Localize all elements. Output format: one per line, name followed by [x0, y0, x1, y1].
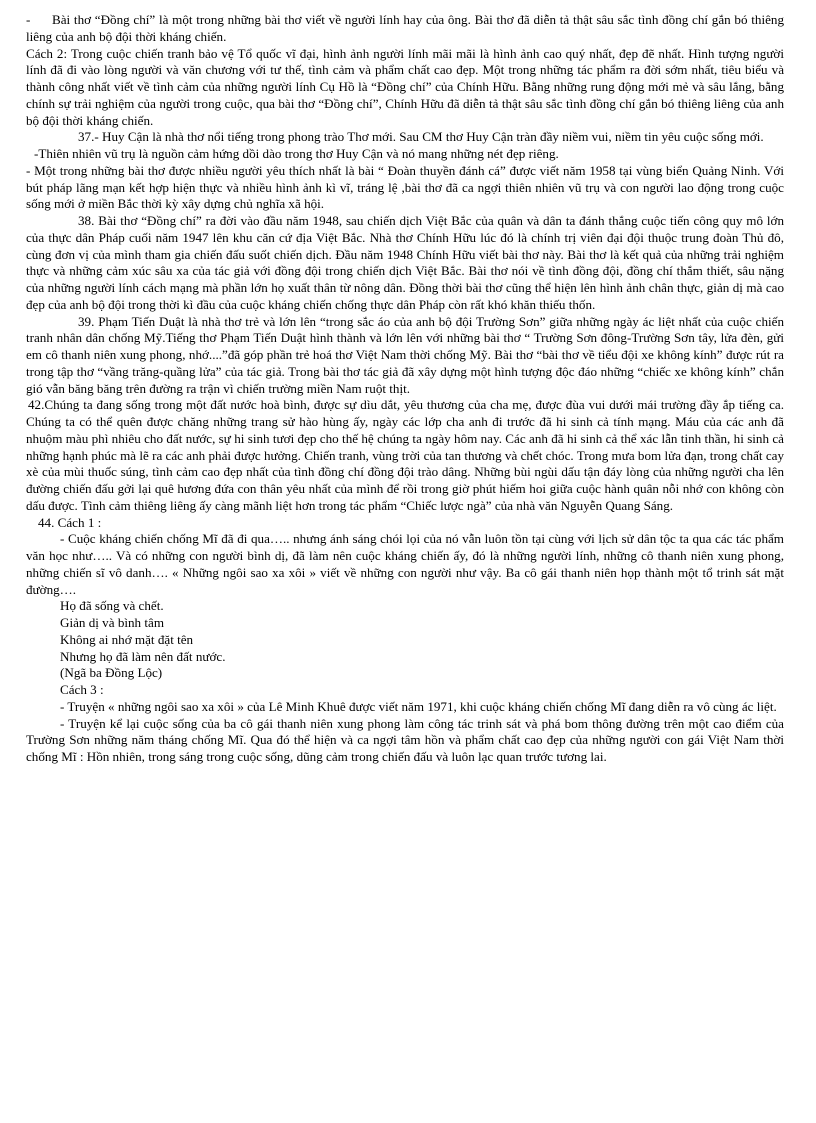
- paragraph: 37.- Huy Cận là nhà thơ nổi tiếng trong phong trào Thơ mới. Sau CM thơ Huy Cận tràn đầy niềm vui, niềm tin yêu cuộc sống mới.: [78, 129, 764, 145]
- poem-source: (Ngã ba Đồng Lộc): [60, 665, 163, 681]
- paragraph: - Một trong những bài thơ được nhiều người yêu thích nhất là bài “ Đoàn thuyền đánh cá” được viết năm 1958 tại vùng biển Quảng Ninh. Với bút pháp lãng mạn kết hợp hiện thực và nhiều hình ảnh kì vĩ, tráng lệ ,bài thơ đã ca ngợi thiên nhiên vũ trụ và con người lao động trong cuộc sống mới ở miền Bắc thời kỳ xây dựng chủ nghĩa xã hội.: [26, 162, 784, 212]
- poem-line: Không ai nhớ mặt đặt tên: [60, 631, 194, 647]
- paragraph: 44. Cách 1 :: [38, 514, 102, 530]
- poem-line: Giản dị và bình tâm: [60, 615, 165, 630]
- paragraph-text: Bài thơ “Đồng chí” là một trong những bài thơ viết về người lính hay của ông. Bài thơ đã diễn tả thật sâu sắc tình đồng chí gắn bó thiêng liêng của anh bộ đội thời kháng chiến.: [26, 12, 784, 44]
- paragraph: - Cuộc kháng chiến chống Mĩ đã đi qua….. nhưng ánh sáng chói lọi của nó vẫn luôn tồn tại cùng với lịch sử dân tộc ta qua các tác phẩm văn học như….. Và có những con người bình dị, đã làm nên cuộc kháng chiến ấy, đó là những người lính, những cô thanh niên xung phong, những chiến sĩ vô danh…. « Những ngôi sao xa xôi » viết về những con người như vậy. Ba cô gái thanh niên họp thành một tổ trinh sát mặt đường….: [26, 531, 784, 597]
- paragraph: - Truyện « những ngôi sao xa xôi » của Lê Minh Khuê được viết năm 1971, khi cuộc kháng chiến chống Mĩ đang diễn ra vô cùng ác liệt.: [60, 698, 777, 714]
- paragraph: 39. Phạm Tiến Duật là nhà thơ trẻ và lớn lên “trong sắc áo của anh bộ đội Trường Sơn” giữa những ngày ác liệt nhất của cuộc chiến tranh nhân dân chống Mỹ.Tiếng thơ Phạm Tiến Duật hình thành và lớn lên với những bài thơ “ Trường Sơn đông-Trường Sơn tây, lửa đèn, gửi em cô thanh niên xung phong, nhớ....”đã góp phần trẻ hoá thơ Việt Nam thời chống Mỹ. Bài thơ “bài thơ về tiểu đội xe không kính” được rút ra trong tập thơ “vầng trăng-quầng lửa” của tác giả. Trong bài thơ tác giả đã xây dựng một hình tượng độc đáo những “chiếc xe không kính” chắn gió vẫn băng băng trên đường ra trận vì chiến trường miền Nam ruột thịt.: [26, 313, 784, 396]
- paragraph: 38. Bài thơ “Đồng chí” ra đời vào đầu năm 1948, sau chiến dịch Việt Bắc của quân và dân ta đánh thắng cuộc tiến công quy mô lớn của thực dân Pháp cuối năm 1947 lên khu căn cứ địa Việt Bắc. Nhà thơ Chính Hữu lúc đó là chính trị viên đại đội thuộc trung đoàn Thủ đô, cùng đơn vị của mình tham gia chiến đấu suốt chiến dịch. Đầu năm 1948 Chính Hữu viết bài thơ này. Bài thơ là kết quả của những trải nghiệm thực và những cảm xúc sâu xa của tác giả với đồng đội trong chiến dịch Việt Bắc. Bài thơ nói về tình đồng đội, đồng chí thắm thiết, sâu nặng của những người lính cách mạng mà phần lớn họ xuất thân từ nông dân. Đồng thời bài thơ cũng thể hiện lên hình ảnh chân thực, giản dị mà cao đẹp của anh bộ đội trong thời kì đầu của cuộc kháng chiến chống thực dân Pháp còn rất khó khăn thiếu thốn.: [26, 213, 784, 312]
- paragraph: [26, 12, 784, 46]
- paragraph: -Thiên nhiên vũ trụ là nguồn cảm hứng dồi dào trong thơ Huy Cận và nó mang những nét đẹp riêng.: [34, 146, 559, 161]
- paragraph: Cách 3 :: [60, 682, 104, 697]
- document-page: [26, 12, 784, 766]
- list-bullet: -: [26, 12, 31, 27]
- poem-line: Họ đã sống và chết.: [60, 598, 164, 614]
- paragraph: Cách 2: Trong cuộc chiến tranh bảo vệ Tổ quốc vĩ đại, hình ảnh người lính mãi mãi là hình ảnh cao quý nhất, đẹp đẽ nhất. Hình tượng người lính đã đi vào lòng người và văn chương với tư thế, tình cảm và phẩm chất cao đẹp. Một trong những tác phẩm ra đời sớm nhất, tiêu biểu và thành công nhất viết về tình cảm của những người lính Cụ Hồ là “Đồng chí” của Chính Hữu. Bằng những rung động mới mẻ và sâu lắng, bằng chính sự trải nghiệm của người trong cuộc, qua bài thơ “Đồng chí”, Chính Hữu đã diễn tả thật sâu sắc tình đồng chí gắn bó thiêng liêng của anh bộ đội thời kháng chiến.: [26, 45, 784, 128]
- paragraph: 42.Chúng ta đang sống trong một đất nước hoà bình, được sự dìu dắt, yêu thương của cha mẹ, được đùa vui dưới mái trường đầy ắp tiếng ca. Chúng ta có thể quên được chăng những trang sử hào hùng ấy, ngày các lớp cha anh đi trước đã hi sinh cả tính mạng. Máu của các anh đã nhuộm màu phì nhiêu cho đất nước, sự hi sinh tươi đẹp cho thế hệ chúng ta ngày hôm nay. Các anh đã hi sinh cả thể xác lẫn tinh thần, hi sinh cả những hạnh phúc mà lẽ ra các anh phải được hưởng. Chiến tranh, vùng trời của tan thương và chết chóc. Trong mưa bom lửa đạn, trong chất cay xè của mùi thuốc súng, tình cảm cao đẹp nhất của tình đồng chí đồng đội trào dâng. Những bùi ngùi dấu tận đáy lòng của những người cha lên đường chiến đấu gởi lại quê hương đứa con thân yêu nhất của mình để rồi trong giờ phút hiếm hoi giữa cuộc hành quân nỗi nhớ con không còn dấu được. Tình cảm thiêng liêng ấy càng mãnh liệt hơn trong tác phẩm “Chiếc lược ngà” của nhà văn Nguyễn Quang Sáng.: [26, 397, 784, 513]
- poem-line: Nhưng họ đã làm nên đất nước.: [60, 648, 226, 664]
- paragraph: - Truyện kể lại cuộc sống của ba cô gái thanh niên xung phong làm công tác trinh sát và phá bom thông đường trên một cao điểm của Trường Sơn những năm tháng chống Mĩ. Qua đó thể hiện và ca ngợi tâm hồn và phẩm chất cao đẹp của những người con gái Việt Nam thời chống Mĩ : Hồn nhiên, trong sáng trong cuộc sống, dũng cảm trong chiến đấu và luôn lạc quan trước tương lai.: [26, 715, 784, 764]
